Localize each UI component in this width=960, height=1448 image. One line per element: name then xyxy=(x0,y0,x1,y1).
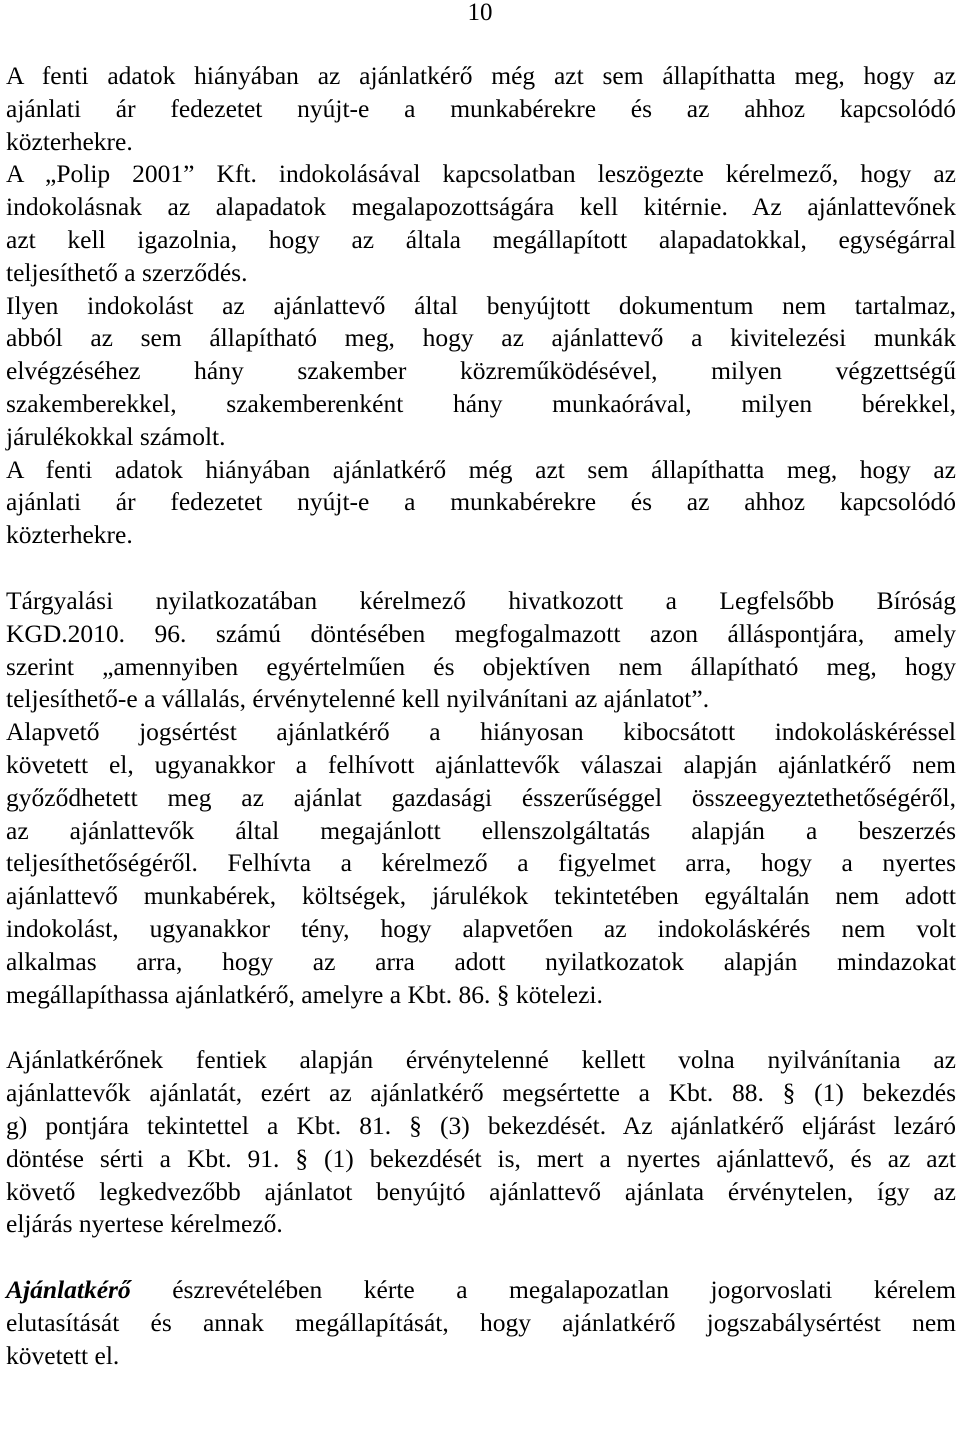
paragraph-4 xyxy=(6,454,956,552)
text-line: követett el. xyxy=(6,1340,120,1370)
paragraph-3 xyxy=(6,290,956,454)
text-line: g) pontjára tekintettel a Kbt. 81. § (3) bekezdését. Az ajánlatkérő eljárást lezáró xyxy=(6,1110,956,1140)
text-line: Tárgyalási nyilatkozatában kérelmező hivatkozott a Legfelsőbb Bíróság xyxy=(6,585,956,615)
text-line: teljesíthető-e a vállalás, érvénytelenné kell nyilvánítani az ajánlatot”. xyxy=(6,684,710,714)
text-line: indokolásnak az alapadatok megalapozottságára kell kitérnie. Az ajánlattevőnek xyxy=(6,192,956,222)
text-line: döntése sérti a Kbt. 91. § (1) bekezdését is, mert a nyertes ajánlattevő, és az azt xyxy=(6,1143,956,1173)
text-line: Ajánlatkérőnek fentiek alapján érvénytelenné kellett volna nyilvánítania az xyxy=(6,1045,956,1075)
text-line: Ilyen indokolást az ajánlattevő által benyújtott dokumentum nem tartalmaz, xyxy=(6,290,956,320)
paragraph-8 xyxy=(6,1274,956,1372)
text-line: elvégzéséhez hány szakember közreműködésével, milyen végzettségű xyxy=(6,356,956,386)
text-line: ajánlati ár fedezetet nyújt-e a munkabérekre és az ahhoz kapcsolódó xyxy=(6,487,956,517)
paragraph-6 xyxy=(6,716,956,1011)
text-line: megállapíthassa ajánlatkérő, amelyre a Kbt. 86. § kötelezi. xyxy=(6,979,603,1009)
text-line: A „Polip 2001” Kft. indokolásával kapcsolatban leszögezte kérelmező, hogy az xyxy=(6,159,956,189)
text-line: A fenti adatok hiányában az ajánlatkérő még azt sem állapíthatta meg, hogy az xyxy=(6,61,956,90)
text-line: A fenti adatok hiányában ajánlatkérő még azt sem állapíthatta meg, hogy az xyxy=(6,454,956,484)
paragraph-2 xyxy=(6,158,956,289)
text-line: Alapvető jogsértést ajánlatkérő a hiányosan kibocsátott indokoláskéréssel xyxy=(6,717,956,747)
text-line: követő legkedvezőbb ajánlatot benyújtó ajánlattevő ajánlata érvénytelen, így az xyxy=(6,1176,956,1206)
emphasized-lead-word: Ajánlatkérő xyxy=(6,1275,131,1305)
text-line: ajánlattevő munkabérek, költségek, járulékok tekintetében egyáltalán nem adott xyxy=(6,881,956,911)
text-line: az ajánlattevők által megajánlott ellenszolgáltatás alapján a beszerzés xyxy=(6,815,956,845)
text-line: teljesíthető a szerződés. xyxy=(6,257,248,287)
text-line: szakemberekkel, szakemberenként hány munkaórával, milyen bérekkel, xyxy=(6,388,956,418)
paragraph-1 xyxy=(6,60,956,158)
text-line: járulékokkal számolt. xyxy=(6,421,226,451)
paragraph-7 xyxy=(6,1044,956,1241)
document-body xyxy=(6,60,956,1372)
text-line xyxy=(6,1274,956,1307)
page-number: 10 xyxy=(467,0,493,26)
text-line: eljárás nyertese kérelmező. xyxy=(6,1209,283,1239)
text-line: közterhekre. xyxy=(6,520,133,550)
text-line: elutasítását és annak megállapítását, hogy ajánlatkérő jogszabálysértést nem xyxy=(6,1307,956,1337)
text-line: ajánlattevők ajánlatát, ezért az ajánlatkérő megsértette a Kbt. 88. § (1) bekezdés xyxy=(6,1078,956,1108)
text-line: közterhekre. xyxy=(6,126,133,156)
text-line: abból az sem állapítható meg, hogy az ajánlattevő a kivitelezési munkák xyxy=(6,323,956,353)
text-line-rest: észrevételében kérte a megalapozatlan jogorvoslati kérelem xyxy=(130,1275,956,1305)
text-line: alkalmas arra, hogy az arra adott nyilatkozatok alapján mindazokat xyxy=(6,946,956,976)
paragraph-5 xyxy=(6,585,956,716)
text-line: indokolást, ugyanakkor tény, hogy alapvetően az indokoláskérés nem volt xyxy=(6,913,956,943)
text-line: teljesíthetőségéről. Felhívta a kérelmező a figyelmet arra, hogy a nyertes xyxy=(6,848,956,878)
text-line: követett el, ugyanakkor a felhívott ajánlattevők válaszai alapján ajánlatkérő nem xyxy=(6,749,956,779)
text-line: ajánlati ár fedezetet nyújt-e a munkabérekre és az ahhoz kapcsolódó xyxy=(6,93,956,123)
text-line: győződhetett meg az ajánlat gazdasági ésszerűséggel összeegyeztethetőségéről, xyxy=(6,782,956,812)
text-line: szerint „amennyiben egyértelműen és objektíven nem állapítható meg, hogy xyxy=(6,651,956,681)
text-line: azt kell igazolnia, hogy az általa megállapított alapadatokkal, egységárral xyxy=(6,224,956,254)
text-line: KGD.2010. 96. számú döntésében megfogalmazott azon álláspontjára, amely xyxy=(6,618,956,648)
